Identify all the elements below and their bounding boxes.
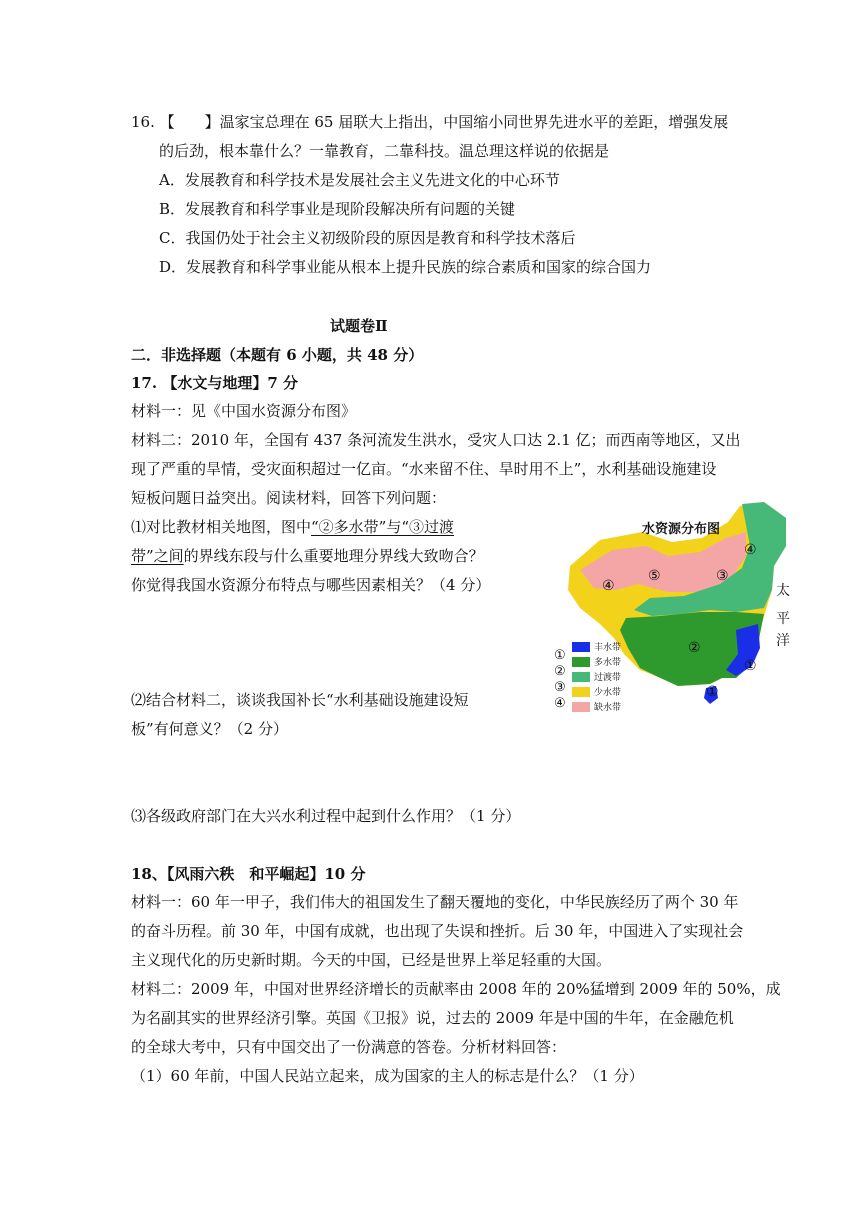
ocean-label-char-1: 太 [776, 583, 790, 599]
legend-label-more: 多水带 [594, 658, 622, 668]
legend-label-abundant: 丰水带 [594, 643, 622, 653]
legend-num-2: ② [554, 664, 566, 679]
map-legend [554, 640, 644, 720]
q17-part2-line1: ⑵结合材料二，谈谈我国补长“水利基础设施建设短 [131, 691, 469, 709]
q18-material-2-line1: 材料二：2009 年，中国对世界经济增长的贡献率由 2008 年的 20%猛增到 2009 年的 50%，成 [131, 980, 781, 998]
q17-part1-underlined-2: 带”之间 [131, 547, 184, 565]
q17-part1-line3: 你觉得我国水资源分布特点与哪些因素相关？（4 分） [131, 576, 491, 594]
legend-swatch-less [572, 687, 590, 697]
q17-part2-line2: 板”有何意义？（2 分） [131, 720, 288, 738]
legend-swatch-abundant [572, 642, 590, 652]
q16-stem-line2: 的后劲，根本靠什么？一靠教育，二靠科技。温总理这样说的依据是 [159, 142, 610, 160]
q18-material-2-line3: 的全球大考中，只有中国交出了一份满意的答卷。分析材料回答： [131, 1038, 567, 1056]
q18-material-1-line3: 主义现代化的历史新时期。今天的中国，已经是世界上举足轻重的大国。 [131, 951, 612, 969]
q16-option-b: B．发展教育和科学事业是现阶段解决所有问题的关键 [159, 200, 516, 218]
q17-part1-line1 [131, 517, 454, 537]
q17-part1-text-a: ⑴对比教材相关地图，图中 [131, 518, 312, 536]
q17-material-1: 材料一：见《中国水资源分布图》 [131, 402, 357, 420]
water-resources-map [554, 498, 796, 734]
map-mark-2: ② [688, 640, 701, 656]
q18-material-1-line1: 材料一：60 年一甲子，我们伟大的祖国发生了翻天覆地的变化，中华民族经历了两个 30 年 [131, 893, 739, 911]
map-mark-5: ⑤ [648, 568, 661, 584]
map-title: 水资源分布图 [642, 522, 721, 537]
q17-material-2-line1: 材料二：2010 年，全国有 437 条河流发生洪水，受灾人口达 2.1 亿；而西南等地区，又出 [131, 431, 741, 449]
legend-swatch-transition [572, 672, 590, 682]
q17-part1-line2 [131, 546, 484, 566]
q18-question-1: （1）60 年前，中国人民站立起来，成为国家的主人的标志是什么？（1 分） [131, 1067, 644, 1085]
legend-label-less: 少水带 [594, 688, 622, 698]
legend-swatch-more [572, 657, 590, 667]
q16-option-a: A．发展教育和科学技术是发展社会主义先进文化的中心环节 [159, 171, 560, 189]
q17-part1-text-b: 的界线东段与什么重要地理分界线大致吻合？ [183, 547, 484, 565]
legend-swatch-lack [572, 702, 590, 712]
q17-part1-underlined-1: “②多水带”与“③过渡 [311, 518, 455, 536]
q16-option-c: C．我国仍处于社会主义初级阶段的原因是教育和科学技术落后 [159, 229, 576, 247]
q17-material-2-line3: 短板问题日益突出。阅读材料，回答下列问题： [131, 489, 447, 507]
q18-material-2-line2: 为名副其实的世界经济引擎。英国《卫报》说，过去的 2009 年是中国的牛年，在金融危机 [131, 1009, 734, 1027]
q17-part3: ⑶各级政府部门在大兴水利过程中起到什么作用？（1 分） [131, 807, 521, 825]
section-title: 试题卷Ⅱ [330, 317, 388, 335]
q18-title: 18、【风雨六秩 和平崛起】10 分 [131, 865, 366, 883]
legend-num-4: ④ [554, 696, 566, 711]
q17-material-2-line2: 现了严重的旱情，受灾面积超过一亿亩。“水来留不住、旱时用不上”，水利基础设施建设 [131, 460, 717, 478]
map-mark-1-island: ① [706, 684, 719, 700]
map-mark-4-northeast: ④ [744, 542, 757, 558]
map-mark-3: ③ [716, 568, 729, 584]
q16-stem-line1: 16. 【 】温家宝总理在 65 届联大上指出，中国缩小同世界先进水平的差距，增强发展 [131, 113, 729, 131]
section-heading: 二．非选择题（本题有 6 小题，共 48 分） [131, 346, 424, 364]
map-mark-4-west: ④ [602, 578, 615, 594]
legend-label-transition: 过渡带 [594, 673, 622, 683]
ocean-label-char-3: 洋 [776, 633, 790, 649]
ocean-label-char-2: 平 [776, 611, 790, 627]
legend-num-1: ① [554, 648, 566, 663]
q18-material-1-line2: 的奋斗历程。前 30 年，中国有成就，也出现了失误和挫折。后 30 年，中国进入了实现社会 [131, 922, 744, 940]
legend-label-lack: 缺水带 [594, 703, 622, 713]
map-mark-1-southeast: ① [744, 658, 757, 674]
legend-num-3: ③ [554, 680, 566, 695]
q17-title: 17. 【水文与地理】7 分 [131, 374, 298, 392]
q16-option-d: D．发展教育和科学事业能从根本上提升民族的综合素质和国家的综合国力 [159, 258, 652, 276]
